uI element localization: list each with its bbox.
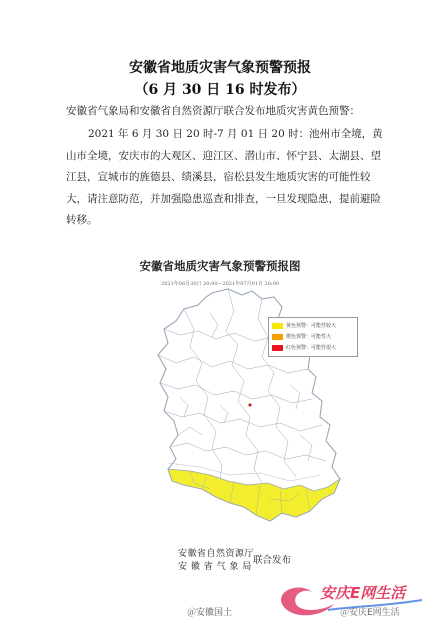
intro-paragraph: 安徽省气象局和安徽省自然资源厅联合发布地质灾害黄色预警：: [66, 105, 360, 117]
title-line-1: 安徽省地质灾害气象预警预报: [129, 60, 311, 76]
capital-marker: [248, 403, 251, 406]
legend-swatch-orange: [272, 334, 283, 340]
legend-item-red: [272, 343, 354, 352]
joint-release-label: 联合发布: [253, 555, 292, 566]
map-time-range: 2021年06月30日 20:00—2021年07月01日 20:00: [161, 281, 279, 287]
legend-swatch-yellow: [272, 323, 283, 329]
legend-label-red: 红色预警：可能性很大: [286, 345, 337, 351]
warning-notice-paragraph: 2021 年 6 月 30 日 20 时-7 月 01 日 20 时：池州市全境，黄山市全境，安庆市的大观区、迎江区、潜山市、怀宁县、太湖县、望江县，宣城市的旌德县、绩溪县，宿松县发生地质灾害的可能性较大，请注意防范，并加强隐患巡查和排查，一旦发现隐患，提前避险转移。: [66, 128, 383, 226]
legend-swatch-red: [272, 345, 283, 351]
legend-label-orange: 橙色预警：可能性大: [286, 334, 332, 340]
map-legend: [268, 317, 358, 357]
weibo-watermark: ＠安徽国土: [187, 608, 233, 618]
legend-item-orange: [272, 332, 354, 341]
logo-text: 安庆E网生活: [320, 584, 406, 602]
legend-label-yellow: 黄色预警：可能性较大: [286, 323, 337, 329]
legend-item-yellow: [272, 321, 354, 330]
map-title: 安徽省地质灾害气象预警预报图: [139, 259, 301, 273]
title-line-2: （6 月 30 日 16 时发布）: [134, 82, 306, 98]
site-watermark: ＠安庆E网生活: [340, 608, 400, 618]
issuer-natural-resources: 安徽省自然资源厅: [178, 549, 255, 559]
issuer-meteorological: 安 徽 省 气 象 局: [178, 562, 252, 572]
